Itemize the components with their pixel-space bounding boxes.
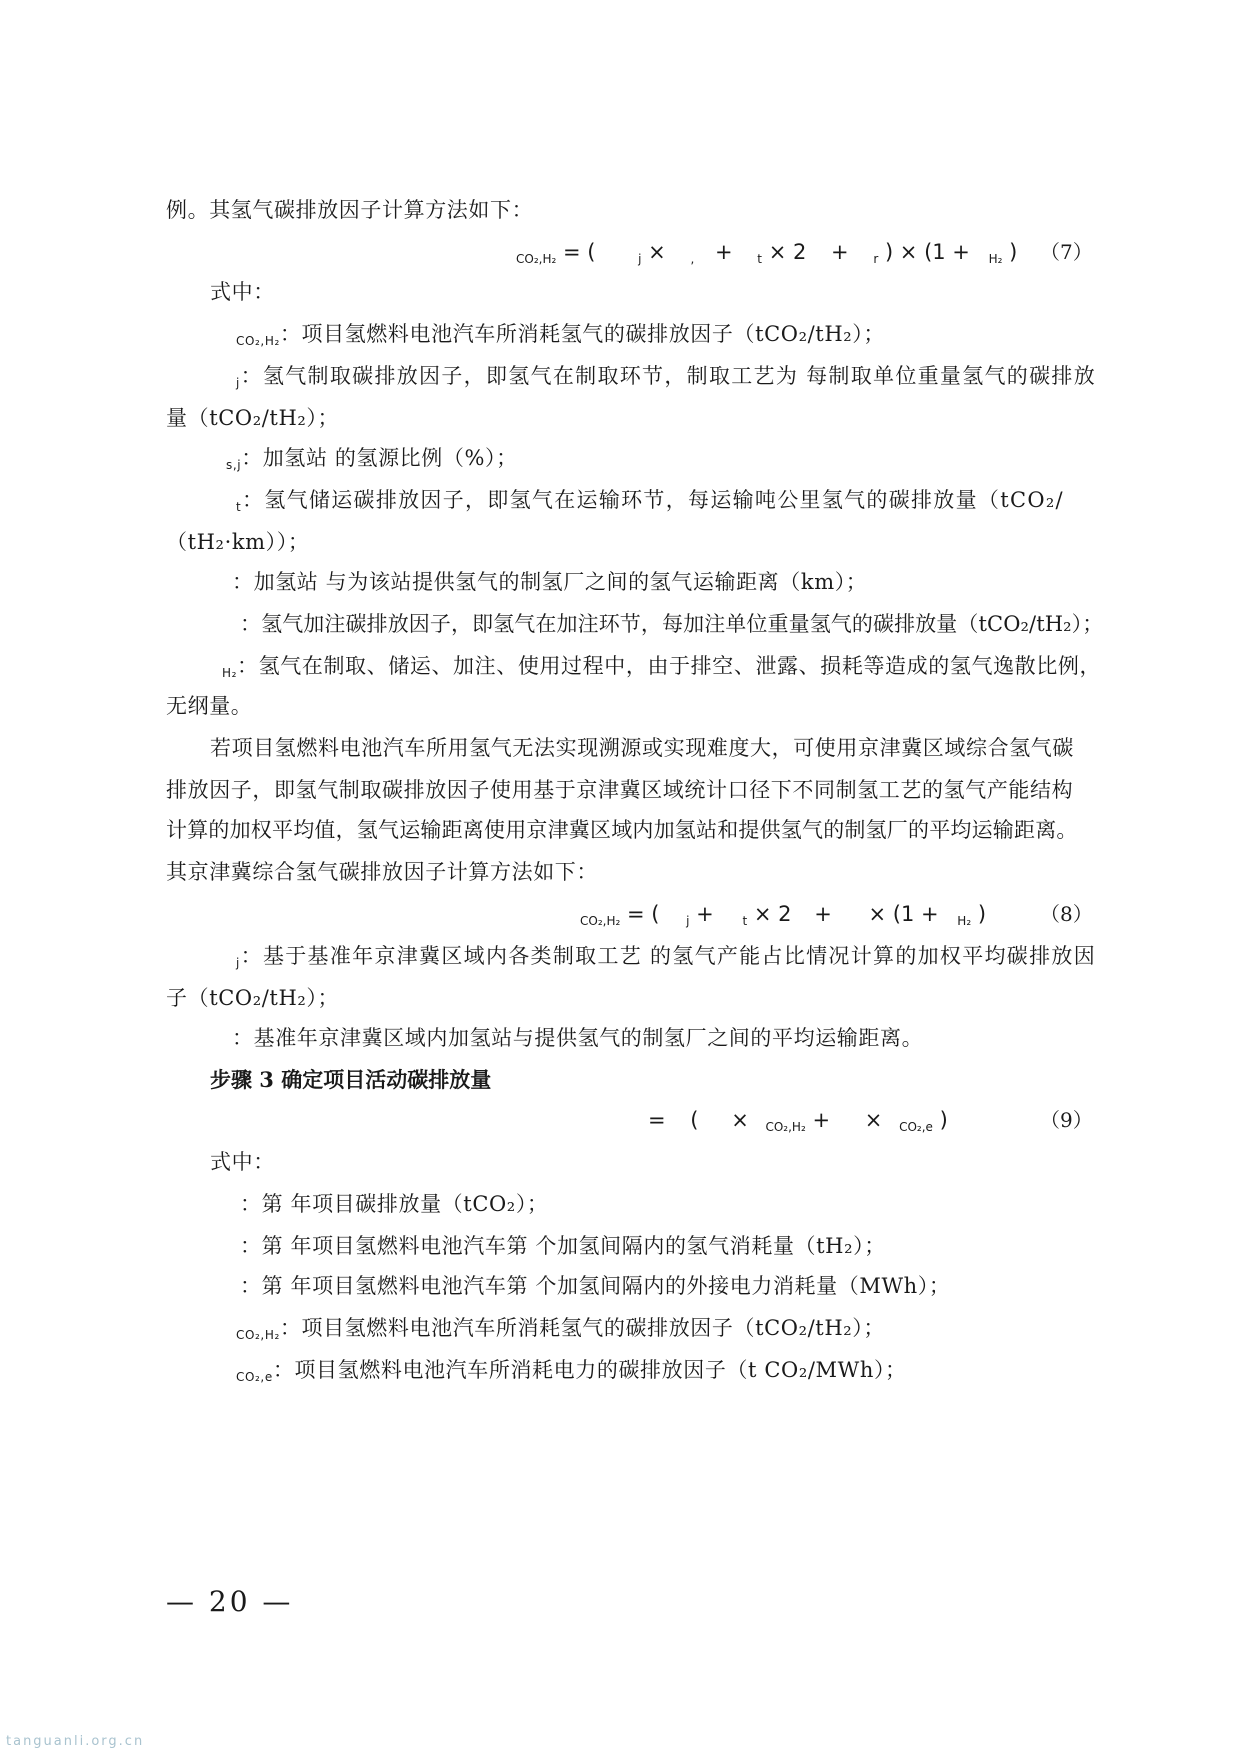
definition-line: ：氢气加注碳排放因子，即氢气在加注环节，每加注单位重量氢气的碳排放量（tCO₂/tH₂）； [240, 612, 1104, 636]
definition-line: 量（tCO₂/tH₂）； [166, 406, 340, 430]
watermark: tanguanli.org.cn [6, 1734, 145, 1749]
equation-number: （9） [1040, 1108, 1093, 1132]
paragraph-line: 排放因子，即氢气制取碳排放因子使用基于京津冀区域统计口径下不同制氢工艺的氢气产能结构 [166, 778, 1074, 802]
step-heading: 步骤 3 确定项目活动碳排放量 [210, 1067, 492, 1092]
definition-line: j：基于基准年京津冀区域内各类制取工艺 的氢气产能占比情况计算的加权平均碳排放因 [236, 944, 1097, 970]
page-number: — 20 — [166, 1585, 294, 1618]
equation-7: CO₂,H₂ = ( j × , + t × 2 + r ) × (1 + H₂ ) [516, 240, 1018, 266]
equation-number: （8） [1040, 902, 1093, 926]
equation-9: = ( × CO₂,H₂ + × CO₂,e ) [648, 1108, 948, 1134]
body-text-line: 式中： [210, 280, 275, 304]
definition-line: 子（tCO₂/tH₂）； [166, 986, 340, 1010]
definition-line: H₂：氢气在制取、储运、加注、使用过程中，由于排空、泄露、损耗等造成的氢气逸散比例， [222, 654, 1102, 680]
paragraph-line: 计算的加权平均值，氢气运输距离使用京津冀区域内加氢站和提供氢气的制氢厂的平均运输距离。 [166, 818, 1078, 842]
body-text-line: 例。其氢气碳排放因子计算方法如下： [166, 198, 534, 222]
paragraph-line: 其京津冀综合氢气碳排放因子计算方法如下： [166, 860, 598, 884]
definition-line: ：加氢站 与为该站提供氢气的制氢厂之间的氢气运输距离（km）； [232, 570, 868, 594]
definition-line: CO₂,e：项目氢燃料电池汽车所消耗电力的碳排放因子（t CO₂/MWh）； [236, 1358, 907, 1384]
equation-number: （7） [1040, 240, 1093, 264]
definition-line: j：氢气制取碳排放因子，即氢气在制取环节，制取工艺为 每制取单位重量氢气的碳排放 [236, 364, 1097, 390]
definition-line: ：第 年项目氢燃料电池汽车第 个加氢间隔内的氢气消耗量（tH₂）； [240, 1234, 886, 1258]
paragraph-line: 若项目氢燃料电池汽车所用氢气无法实现溯源或实现难度大，可使用京津冀区域综合氢气碳 [210, 736, 1074, 760]
definition-line: t：氢气储运碳排放因子，即氢气在运输环节，每运输吨公里氢气的碳排放量（tCO₂/ [236, 488, 1064, 514]
definition-line: 无纲量。 [166, 694, 253, 718]
equation-8: CO₂,H₂ = ( j + t × 2 + × (1 + H₂ ) [580, 902, 987, 928]
definition-line: CO₂,H₂：项目氢燃料电池汽车所消耗氢气的碳排放因子（tCO₂/tH₂）； [236, 322, 885, 348]
definition-line: ：基准年京津冀区域内加氢站与提供氢气的制氢厂之间的平均运输距离。 [232, 1026, 924, 1050]
definition-line: s,j：加氢站 的氢源比例（%）； [226, 446, 518, 472]
definition-line: （tH₂·km））； [166, 530, 310, 554]
definition-line: ：第 年项目氢燃料电池汽车第 个加氢间隔内的外接电力消耗量（MWh）； [240, 1274, 951, 1298]
definition-line: CO₂,H₂：项目氢燃料电池汽车所消耗氢气的碳排放因子（tCO₂/tH₂）； [236, 1316, 885, 1342]
definition-line: ：第 年项目碳排放量（tCO₂）； [240, 1192, 549, 1216]
body-text-line: 式中： [210, 1150, 275, 1174]
